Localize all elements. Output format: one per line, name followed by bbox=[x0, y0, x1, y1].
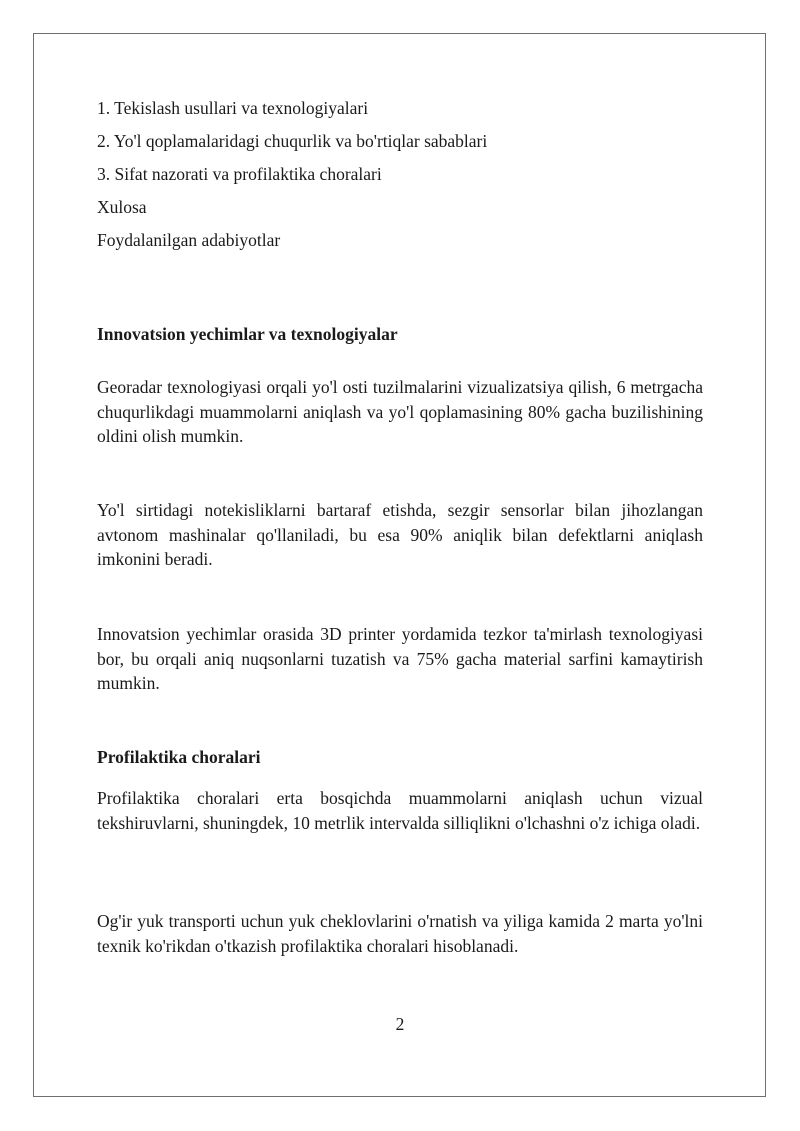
toc-item-1: 1. Tekislash usullari va texnologiyalari bbox=[97, 98, 369, 118]
toc-item-conclusion: Xulosa bbox=[97, 197, 147, 217]
toc-item-references: Foydalanilgan adabiyotlar bbox=[97, 230, 281, 250]
paragraph-autonomous-machines: Yo'l sirtidagi notekisliklarni bartaraf etishda, sezgir sensorlar bilan jihozlangan avtonom mashinalar qo'llaniladi, bu esa 90% aniqlik bilan defektlarni aniqlash imkonini beradi. bbox=[97, 500, 703, 569]
paragraph-visual-inspection: Profilaktika choralari erta bosqichda muammolarni aniqlash uchun vizual tekshiruvlarni, shuningdek, 10 metrlik intervalda silliqlikni o'lchashni o'z ichiga oladi. bbox=[97, 788, 703, 833]
section-heading-prevention: Profilaktika choralari bbox=[97, 747, 261, 767]
section-heading-innovation: Innovatsion yechimlar va texnologiyalar bbox=[97, 324, 398, 344]
paragraph-load-limits: Og'ir yuk transporti uchun yuk cheklovlarini o'rnatish va yiliga kamida 2 marta yo'lni texnik ko'rikdan o'tkazish profilaktika choralari hisoblanadi. bbox=[97, 911, 703, 956]
toc-item-3: 3. Sifat nazorati va profilaktika choralari bbox=[97, 164, 382, 184]
page-number: 2 bbox=[395, 1014, 405, 1034]
toc-item-2: 2. Yo'l qoplamalaridagi chuqurlik va bo'rtiqlar sabablari bbox=[97, 131, 488, 151]
paragraph-georadar: Georadar texnologiyasi orqali yo'l osti tuzilmalarini vizualizatsiya qilish, 6 metrgacha chuqurlikdagi muammolarni aniqlash va yo'l qoplamasining 80% gacha buzilishining oldini olish mumkin. bbox=[97, 377, 703, 446]
paragraph-3d-printer: Innovatsion yechimlar orasida 3D printer yordamida tezkor ta'mirlash texnologiyasi bor, bu orqali aniq nuqsonlarni tuzatish va 75% gacha material sarfini kamaytirish mumkin. bbox=[97, 624, 703, 693]
